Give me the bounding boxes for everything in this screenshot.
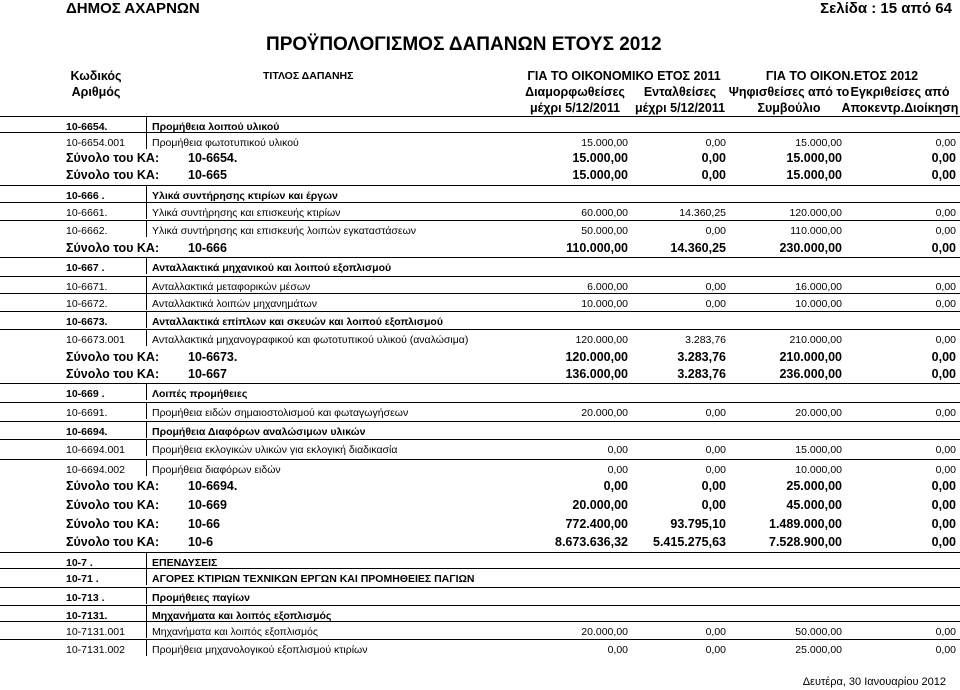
- total-label: Σύνολο του ΚΑ:: [66, 151, 160, 165]
- column-divider: [146, 568, 147, 585]
- amount-v2: 3.283,76: [677, 367, 726, 381]
- amount-v1: 60.000,00: [581, 207, 628, 219]
- amount-v2: 0,00: [701, 168, 726, 182]
- amount-v3: 10.000,00: [795, 464, 842, 476]
- amount-v1: 772.400,00: [565, 517, 628, 531]
- col-ordered-line1: Ενταλθείσες: [643, 85, 717, 99]
- row-code: 10-6654.: [66, 121, 108, 133]
- col-approved-header: [838, 84, 960, 116]
- amount-v1: 15.000,00: [572, 151, 628, 165]
- col-voted-line2: Συμβούλιο: [757, 101, 821, 115]
- total-label: Σύνολο του ΚΑ:: [66, 367, 160, 381]
- total-code: 10-6654.: [188, 151, 238, 165]
- amount-v1: 20.000,00: [581, 407, 628, 419]
- amount-v4: 0,00: [931, 535, 956, 549]
- amount-v4: 0,00: [931, 479, 956, 493]
- amount-v3: 16.000,00: [795, 281, 842, 293]
- col-approved-line1: Εγκριθείσες από: [850, 85, 950, 99]
- table-row: [0, 402, 960, 419]
- row-code: 10-6673.001: [66, 334, 125, 346]
- total-label: Σύνολο του ΚΑ:: [66, 535, 160, 549]
- row-title: Προμήθεια διαφόρων ειδών: [152, 464, 281, 476]
- table-row: [0, 497, 960, 513]
- total-code: 10-667: [188, 367, 227, 381]
- col-voted-header: [726, 84, 852, 116]
- amount-v3: 15.000,00: [786, 168, 842, 182]
- table-row: [0, 587, 960, 604]
- table-row: [0, 383, 960, 400]
- column-divider: [146, 621, 147, 638]
- row-code: 10-6673.: [66, 316, 108, 328]
- row-code: 10-7131.001: [66, 626, 125, 638]
- total-label: Σύνολο του ΚΑ:: [66, 517, 160, 531]
- amount-v4: 0,00: [935, 464, 956, 476]
- table-row: [0, 150, 960, 166]
- table-row: [0, 329, 960, 346]
- amount-v2: 3.283,76: [685, 334, 726, 346]
- row-code: 10-669 .: [66, 388, 105, 400]
- amount-v1: 120.000,00: [565, 350, 628, 364]
- amount-v3: 10.000,00: [795, 298, 842, 310]
- table-row: [0, 516, 960, 532]
- total-label: Σύνολο του ΚΑ:: [66, 498, 160, 512]
- table-row: [0, 439, 960, 456]
- column-divider: [146, 185, 147, 202]
- row-code: 10-71 .: [66, 573, 99, 585]
- municipality-name: ΔΗΜΟΣ ΑΧΑΡΝΩΝ: [66, 0, 200, 17]
- table-row: [0, 459, 960, 476]
- table-row: [0, 202, 960, 219]
- total-label: Σύνολο του ΚΑ:: [66, 350, 160, 364]
- amount-v3: 25.000,00: [786, 479, 842, 493]
- total-code: 10-6694.: [188, 479, 238, 493]
- amount-v4: 0,00: [935, 298, 956, 310]
- column-divider: [146, 459, 147, 476]
- amount-v4: 0,00: [931, 350, 956, 364]
- row-title: Ανταλλακτικά μεταφορικών μέσων: [152, 281, 311, 293]
- row-code: 10-6654.001: [66, 137, 125, 149]
- table-row: [0, 349, 960, 365]
- row-code: 10-6694.002: [66, 464, 125, 476]
- amount-v1: 136.000,00: [565, 367, 628, 381]
- row-title: Υλικά συντήρησης και επισκευής λοιπών εγκαταστάσεων: [152, 225, 417, 237]
- footer-date: Δευτέρα, 30 Ιανουαρίου 2012: [802, 676, 946, 688]
- col-ordered-line2: μέχρι 5/12/2011: [634, 101, 726, 115]
- amount-v2: 0,00: [705, 281, 726, 293]
- col-fy2011-header: ΓΙΑ ΤΟ ΟΙΚΟΝΟΜΙΚΟ ΕΤΟΣ 2011: [527, 69, 721, 83]
- col-shaped-header: [520, 84, 630, 116]
- row-title: Μηχανήματα και λοιπός εξοπλισμός: [152, 626, 318, 638]
- row-title: Προμήθειες παγίων: [152, 592, 250, 604]
- row-title: Λοιπές προμήθειες: [152, 388, 248, 400]
- amount-v4: 0,00: [935, 137, 956, 149]
- row-title: Μηχανήματα και λοιπός εξοπλισμός: [152, 610, 332, 622]
- amount-v2: 0,00: [705, 444, 726, 456]
- amount-v2: 0,00: [701, 151, 726, 165]
- amount-v2: 0,00: [705, 644, 726, 656]
- amount-v4: 0,00: [935, 334, 956, 346]
- amount-v3: 15.000,00: [795, 137, 842, 149]
- column-divider: [146, 276, 147, 293]
- col-code-line2: Αριθμός: [71, 85, 121, 99]
- row-title: Ανταλλακτικά μηχανογραφικού και φωτοτυπικού υλικού (αναλώσιμα): [152, 334, 469, 346]
- amount-v1: 120.000,00: [575, 334, 628, 346]
- amount-v3: 1.489.000,00: [769, 517, 842, 531]
- row-code: 10-6661.: [66, 207, 108, 219]
- amount-v4: 0,00: [931, 168, 956, 182]
- row-title: Ανταλλακτικά επίπλων και σκευών και λοιπού εξοπλισμού: [152, 316, 443, 328]
- row-code: 10-666 .: [66, 190, 105, 202]
- amount-v1: 8.673.636,32: [555, 535, 628, 549]
- col-code-line1: Κωδικός: [70, 69, 122, 83]
- row-title: Προμήθεια φωτοτυπικού υλικού: [152, 137, 299, 149]
- table-row: [0, 621, 960, 638]
- amount-v4: 0,00: [931, 241, 956, 255]
- table-row: [0, 639, 960, 656]
- amount-v2: 5.415.275,63: [653, 535, 726, 549]
- amount-v3: 50.000,00: [795, 626, 842, 638]
- row-code: 10-6662.: [66, 225, 108, 237]
- amount-v3: 15.000,00: [786, 151, 842, 165]
- table-row: [0, 257, 960, 274]
- total-label: Σύνολο του ΚΑ:: [66, 479, 160, 493]
- column-divider: [146, 552, 147, 569]
- row-title: Προμήθεια λοιπού υλικού: [152, 121, 280, 133]
- row-title: Προμήθεια εκλογικών υλικών για εκλογική διαδικασία: [152, 444, 398, 456]
- amount-v4: 0,00: [931, 151, 956, 165]
- table-row: [0, 167, 960, 183]
- table-row: [0, 220, 960, 237]
- amount-v3: 236.000,00: [779, 367, 842, 381]
- table-row: [0, 552, 960, 569]
- table-row: [0, 366, 960, 382]
- amount-v2: 0,00: [705, 137, 726, 149]
- page-number: Σελίδα : 15 από 64: [820, 0, 952, 17]
- column-divider: [146, 329, 147, 346]
- column-divider: [146, 639, 147, 656]
- col-shaped-line1: Διαμορφωθείσες: [525, 85, 625, 99]
- total-code: 10-66: [188, 517, 220, 531]
- amount-v4: 0,00: [935, 207, 956, 219]
- row-title: Προμήθεια Διαφόρων αναλώσιμων υλικών: [152, 426, 366, 438]
- amount-v2: 93.795,10: [670, 517, 726, 531]
- column-divider: [146, 402, 147, 419]
- amount-v2: 0,00: [705, 298, 726, 310]
- row-title: ΕΠΕΝΔΥΣΕΙΣ: [152, 557, 218, 569]
- col-fy2012-header: ΓΙΑ ΤΟ ΟΙΚΟΝ.ΕΤΟΣ 2012: [765, 69, 919, 83]
- amount-v2: 3.283,76: [677, 350, 726, 364]
- amount-v3: 210.000,00: [779, 350, 842, 364]
- amount-v2: 0,00: [705, 626, 726, 638]
- column-divider: [146, 421, 147, 438]
- row-code: 10-713 .: [66, 592, 105, 604]
- total-label: Σύνολο του ΚΑ:: [66, 168, 160, 182]
- total-label: Σύνολο του ΚΑ:: [66, 241, 160, 255]
- amount-v4: 0,00: [935, 644, 956, 656]
- row-title: Υλικά συντήρησης και επισκευής κτιρίων: [152, 207, 341, 219]
- col-ordered-header: [630, 84, 730, 116]
- row-code: 10-7131.002: [66, 644, 125, 656]
- table-row: [0, 132, 960, 149]
- total-code: 10-669: [188, 498, 227, 512]
- amount-v3: 120.000,00: [789, 207, 842, 219]
- total-code: 10-666: [188, 241, 227, 255]
- column-divider: [146, 220, 147, 237]
- row-code: 10-667 .: [66, 262, 105, 274]
- table-row: [0, 311, 960, 328]
- amount-v2: 14.360,25: [670, 241, 726, 255]
- column-divider: [146, 132, 147, 149]
- amount-v3: 25.000,00: [795, 644, 842, 656]
- amount-v4: 0,00: [935, 225, 956, 237]
- amount-v3: 7.528.900,00: [769, 535, 842, 549]
- row-code: 10-6671.: [66, 281, 108, 293]
- row-code: 10-7131.: [66, 610, 108, 622]
- row-code: 10-7 .: [66, 557, 93, 569]
- amount-v1: 10.000,00: [581, 298, 628, 310]
- table-row: [0, 605, 960, 622]
- amount-v4: 0,00: [935, 281, 956, 293]
- row-title: ΑΓΟΡΕΣ ΚΤΙΡΙΩΝ ΤΕΧΝΙΚΩΝ ΕΡΓΩΝ ΚΑΙ ΠΡΟΜΗΘΕΙΕΣ ΠΑΓΙΩΝ: [152, 573, 475, 585]
- column-divider: [146, 202, 147, 219]
- amount-v3: 45.000,00: [786, 498, 842, 512]
- amount-v3: 15.000,00: [795, 444, 842, 456]
- amount-v3: 20.000,00: [795, 407, 842, 419]
- total-code: 10-6: [188, 535, 214, 549]
- table-row: [0, 293, 960, 310]
- row-code: 10-6691.: [66, 407, 108, 419]
- amount-v2: 0,00: [705, 464, 726, 476]
- column-divider: [146, 116, 147, 133]
- amount-v1: 15.000,00: [572, 168, 628, 182]
- row-title: Προμήθεια μηχανολογικού εξοπλισμού κτιρίων: [152, 644, 368, 656]
- column-divider: [146, 439, 147, 456]
- amount-v4: 0,00: [931, 517, 956, 531]
- table-row: [0, 185, 960, 202]
- row-title: Υλικά συντήρησης κτιρίων και έργων: [152, 190, 338, 202]
- amount-v3: 230.000,00: [779, 241, 842, 255]
- amount-v1: 50.000,00: [581, 225, 628, 237]
- amount-v4: 0,00: [931, 367, 956, 381]
- amount-v1: 15.000,00: [581, 137, 628, 149]
- column-divider: [146, 383, 147, 400]
- amount-v1: 0,00: [607, 644, 628, 656]
- table-row: [0, 421, 960, 438]
- column-divider: [146, 587, 147, 604]
- amount-v4: 0,00: [935, 407, 956, 419]
- amount-v1: 0,00: [607, 444, 628, 456]
- col-code-header: [66, 68, 126, 100]
- row-title: Ανταλλακτικά λοιπών μηχανημάτων: [152, 298, 317, 310]
- column-divider: [146, 293, 147, 310]
- amount-v4: 0,00: [935, 626, 956, 638]
- column-divider: [146, 311, 147, 328]
- col-title-header: ΤΙΤΛΟΣ ΔΑΠΑΝΗΣ: [263, 70, 354, 82]
- total-code: 10-6673.: [188, 350, 238, 364]
- column-divider: [146, 257, 147, 274]
- row-code: 10-6694.001: [66, 444, 125, 456]
- row-code: 10-6672.: [66, 298, 108, 310]
- amount-v2: 0,00: [705, 225, 726, 237]
- amount-v1: 20.000,00: [572, 498, 628, 512]
- amount-v2: 0,00: [705, 407, 726, 419]
- page-title: ΠΡΟΫΠΟΛΟΓΙΣΜΟΣ ΔΑΠΑΝΩΝ ΕΤΟΥΣ 2012: [266, 34, 662, 55]
- row-title: Προμήθεια ειδών σημαιοστολισμού και φωταγωγήσεων: [152, 407, 409, 419]
- amount-v1: 20.000,00: [581, 626, 628, 638]
- column-divider: [146, 605, 147, 622]
- amount-v3: 210.000,00: [789, 334, 842, 346]
- table-row: [0, 534, 960, 550]
- table-row: [0, 478, 960, 494]
- table-row: [0, 240, 960, 256]
- amount-v3: 110.000,00: [790, 225, 842, 237]
- table-row: [0, 276, 960, 293]
- table-row: [0, 568, 960, 585]
- amount-v4: 0,00: [931, 498, 956, 512]
- table-row: [0, 116, 960, 133]
- amount-v2: 0,00: [701, 479, 726, 493]
- amount-v1: 6.000,00: [587, 281, 628, 293]
- amount-v1: 110.000,00: [566, 241, 628, 255]
- total-code: 10-665: [188, 168, 227, 182]
- amount-v4: 0,00: [935, 444, 956, 456]
- col-approved-line2: Αποκεντρ.Διοίκηση: [841, 101, 959, 115]
- row-title: Ανταλλακτικά μηχανικού και λοιπού εξοπλισμού: [152, 262, 392, 274]
- col-shaped-line2: μέχρι 5/12/2011: [529, 101, 621, 115]
- amount-v1: 0,00: [607, 464, 628, 476]
- col-voted-line1: Ψηφισθείσες από το: [728, 85, 850, 99]
- row-code: 10-6694.: [66, 426, 108, 438]
- amount-v2: 0,00: [701, 498, 726, 512]
- amount-v1: 0,00: [603, 479, 628, 493]
- amount-v2: 14.360,25: [679, 207, 726, 219]
